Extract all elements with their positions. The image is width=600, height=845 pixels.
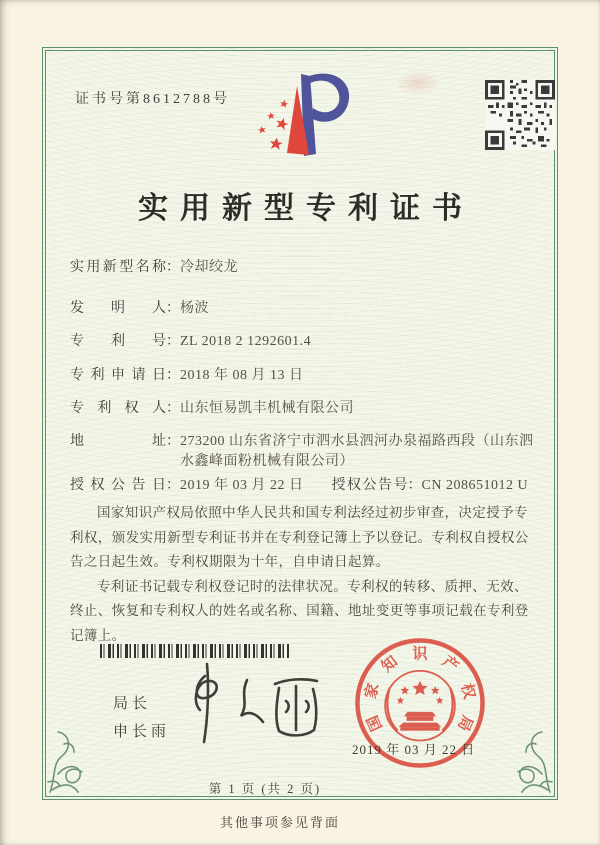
field-label: 专利申请日 xyxy=(70,368,166,383)
field-value: 273200 山东省济宁市泗水县泗河办泉福路西段（山东泗水鑫峰面粉机械有限公司） xyxy=(180,434,534,469)
seal-char: 家 xyxy=(362,681,383,701)
field-list xyxy=(70,258,536,496)
seal-char: 知 xyxy=(378,652,401,676)
colon: ： xyxy=(166,334,180,349)
field-label: 实用新型名称 xyxy=(70,260,166,275)
cnipa-logo-icon xyxy=(230,60,370,178)
field-row-patent-no xyxy=(70,332,536,352)
back-note: 其他事项参见背面 xyxy=(219,815,340,830)
field-label: 专利号 xyxy=(70,334,166,349)
seal-char: 国 xyxy=(364,712,386,734)
seal-char: 局 xyxy=(454,712,476,734)
colon: ： xyxy=(166,260,180,275)
seal-emblem xyxy=(397,681,444,731)
director-block xyxy=(113,690,170,746)
field-row-filing-date xyxy=(70,366,536,386)
field-label: 发明人 xyxy=(70,301,166,316)
grant-date: 2019 年 03 月 22 日 xyxy=(180,478,304,493)
certificate-title: 实用新型专利证书 xyxy=(138,192,474,225)
field-label: 专利权人 xyxy=(70,401,166,416)
colon: ： xyxy=(166,478,180,493)
qr-code xyxy=(485,80,555,150)
director-name: 申长雨 xyxy=(113,724,171,740)
legal-text xyxy=(70,501,538,648)
page-number: 第 1 页 (共 2 页) xyxy=(208,782,322,796)
field-value: 杨波 xyxy=(180,301,209,316)
field-row-inventor xyxy=(70,299,536,319)
seal-char: 产 xyxy=(439,652,462,676)
colon: ： xyxy=(407,478,422,493)
colon: ： xyxy=(166,434,180,449)
field-label: 授权公告日 xyxy=(70,478,166,493)
ink-smudge xyxy=(395,70,441,96)
field-value: 2018 年 08 月 13 日 xyxy=(180,368,304,383)
field-value: 冷却绞龙 xyxy=(180,260,238,275)
director-title: 局长 xyxy=(113,696,152,712)
grant-no-pair xyxy=(332,476,529,496)
field-label: 地址 xyxy=(70,434,166,449)
certificate-number: 证书号第8612788号 xyxy=(75,92,230,107)
colon: ： xyxy=(166,301,180,316)
legal-paragraph-2: 专利证书记载专利权登记时的法律状况。专利权的转移、质押、无效、终止、恢复和专利权人的姓名或名称、国籍、地址变更等事项记载在专利登记簿上。 xyxy=(70,578,529,643)
legal-paragraph-1: 国家知识产权局依照中华人民共和国专利法经过初步审查，决定授予专利权，颁发实用新型专利证书并在专利登记簿上予以登记。专利权自授权公告之日起生效。专利权期限为十年，自申请日起算。 xyxy=(70,505,529,570)
field-label: 授权公告号 xyxy=(331,478,408,493)
field-row-address xyxy=(70,432,536,472)
seal-date: 2019 年 03 月 22 日 xyxy=(352,742,476,757)
field-value: 山东恒易凯丰机械有限公司 xyxy=(180,401,354,416)
grant-no: CN 208651012 U xyxy=(421,478,529,493)
field-value: ZL 2018 2 1292601.4 xyxy=(180,334,312,349)
field-row-patentee xyxy=(70,399,536,419)
field-row-name xyxy=(70,258,536,278)
field-row-grant xyxy=(70,476,536,496)
signature-shen-changyu xyxy=(175,656,333,750)
seal-char: 识 xyxy=(412,645,428,663)
colon: ： xyxy=(166,368,180,383)
seal-char: 权 xyxy=(457,681,478,701)
colon: ： xyxy=(166,401,180,416)
